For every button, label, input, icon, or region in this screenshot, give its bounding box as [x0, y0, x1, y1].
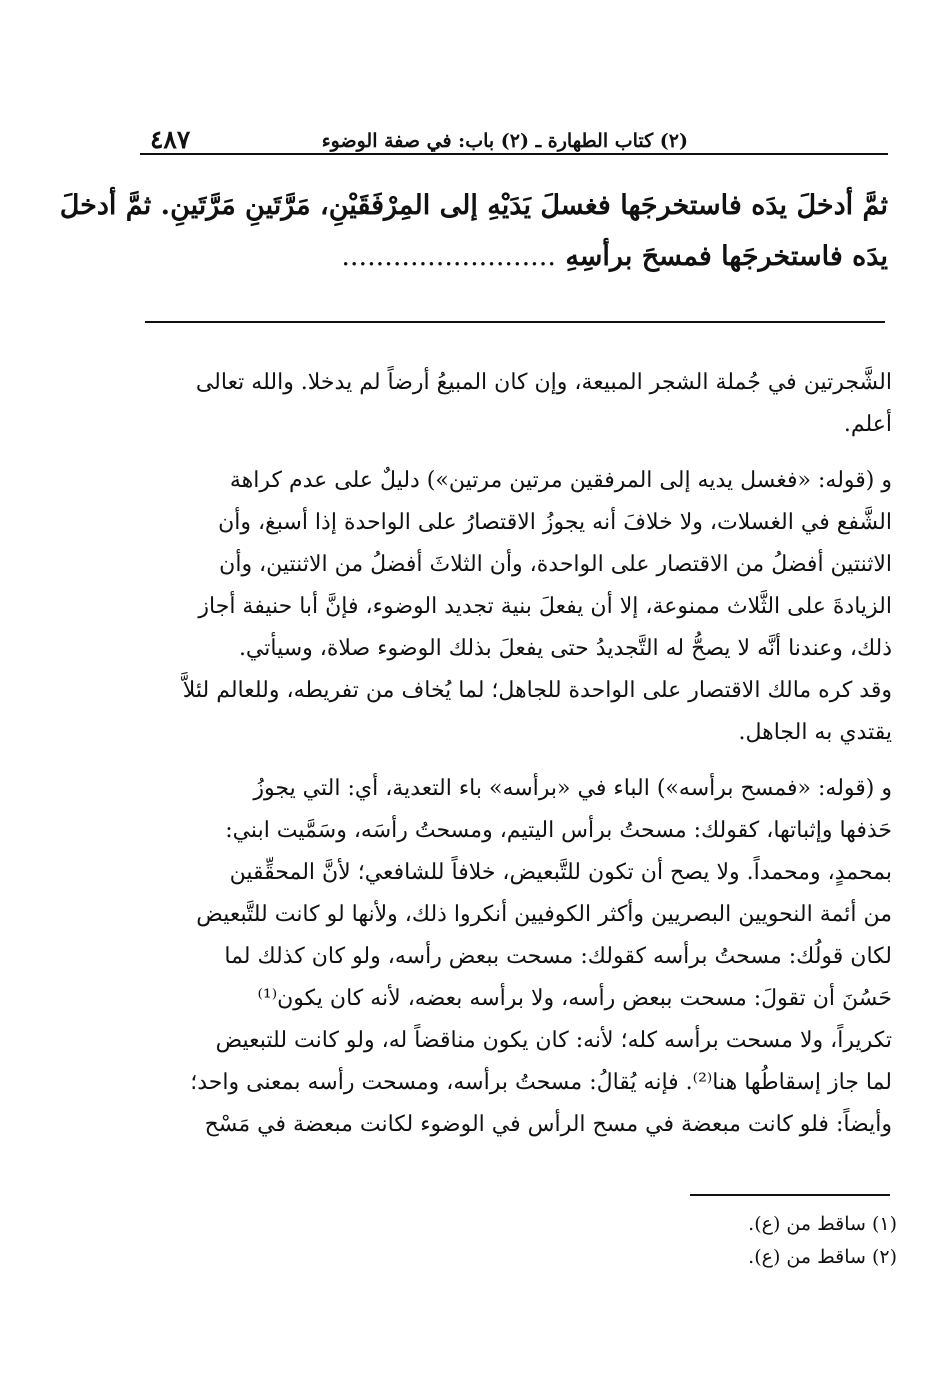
ellipsis-dots: ......................... [341, 241, 556, 272]
section-divider [145, 321, 885, 323]
hadith-line: يدَه فاستخرجَها فمسحَ برأسِهِ [565, 241, 888, 272]
page-header [140, 125, 888, 155]
text-line: الشَّفع في الغسلات، ولا خلافَ أنه يجوزُ الاقتصارُ على الواحدة إذا أسبغ، وأن [218, 510, 892, 535]
text-line: حَسُنَ أن تقولَ: مسحت ببعض رأسه، ولا برأسه بعضه، لأنه كان يكون⁽¹⁾ [257, 986, 892, 1011]
hadith-line-with-ellipsis [140, 231, 888, 282]
text-line: و (قوله: «فغسل يديه إلى المرفقين مرتين مرتين») دليلٌ على عدم كراهة [229, 468, 892, 493]
text-line: الاثنتين أفضلُ من الاقتصار على الواحدة، وأن الثلاثَ أفضلُ من الاثنتين، وأن [219, 552, 892, 577]
hadith-line: ثمَّ أدخلَ يدَه فاستخرجَها فغسلَ يَدَيْهِ إلى المِرْفَقَيْنِ، مَرَّتَينِ مَرَّتَينِ. ثمَّ أدخلَ [59, 190, 888, 221]
text-line: وقد كره مالك الاقتصار على الواحدة للجاهل؛ لما يُخاف من تفريطه، وللعالم لئلاَّ [182, 678, 892, 703]
paragraph [140, 768, 892, 1146]
text-line: لما جاز إسقاطُها هنا⁽²⁾. فإنه يُقالُ: مسحتُ برأسه، ومسحت رأسه بمعنى واحد؛ [190, 1070, 892, 1095]
page-number: ٤٨٧ [150, 125, 191, 154]
text-line: بمحمدٍ، ومحمداً. ولا يصح أن تكون للتَّبعيض، خلافاً للشافعي؛ لأنَّ المحقِّقين [229, 860, 892, 885]
footnote: (١) ساقط من (ع). [748, 1213, 897, 1235]
paragraph [140, 362, 892, 446]
text-line: الزيادةَ على الثَّلاث ممنوعة، إلا أن يفعلَ بنية تجديد الوضوء، فإنَّ أبا حنيفة أجاز [198, 594, 892, 619]
running-title: (٢) كتاب الطهارة ـ (٢) باب: في صفة الوضوء [321, 130, 688, 152]
text-line: أعلم. [843, 412, 892, 437]
commentary [140, 362, 892, 1160]
text-line: من أئمة النحويين البصريين وأكثر الكوفيين أنكروا ذلك، ولأنها لو كانت للتَّبعيض [196, 902, 892, 927]
text-line: و (قوله: «فمسح برأسه») الباء في «برأسه» باء التعدية، أي: التي يجوزُ [253, 776, 892, 801]
header-rule [140, 153, 888, 155]
footnote-rule [690, 1194, 890, 1196]
text-line: الشَّجرتين في جُملة الشجر المبيعة، وإن كان المبيعُ أرضاً لم يدخلا. والله تعالى [195, 370, 892, 395]
paragraph [140, 460, 892, 754]
text-line: ذلك، وعندنا أنَّه لا يصحُّ له التَّجديدُ حتى يفعلَ بذلك الوضوء صلاة، وسيأتي. [238, 636, 892, 661]
text-line: لكان قولُك: مسحتُ برأسه كقولك: مسحت ببعض رأسه، ولو كان كذلك لما [224, 944, 892, 969]
footnotes [748, 1208, 897, 1274]
text-line: وأيضاً: فلو كانت مبعضة في مسح الرأس في الوضوء لكانت مبعضة في مَسْح [204, 1112, 892, 1137]
footnote: (٢) ساقط من (ع). [748, 1246, 897, 1268]
text-line: حَذفها وإثباتها، كقولك: مسحتُ برأس اليتيم، ومسحتُ رأسَه، وسَمَّيت ابني: [225, 818, 892, 843]
text-line: يقتدي به الجاهل. [738, 720, 892, 745]
hadith-text [59, 180, 888, 282]
text-line: تكريراً، ولا مسحت برأسه كله؛ لأنه: كان يكون مناقضاً له، ولو كانت للتبعيض [215, 1028, 892, 1053]
